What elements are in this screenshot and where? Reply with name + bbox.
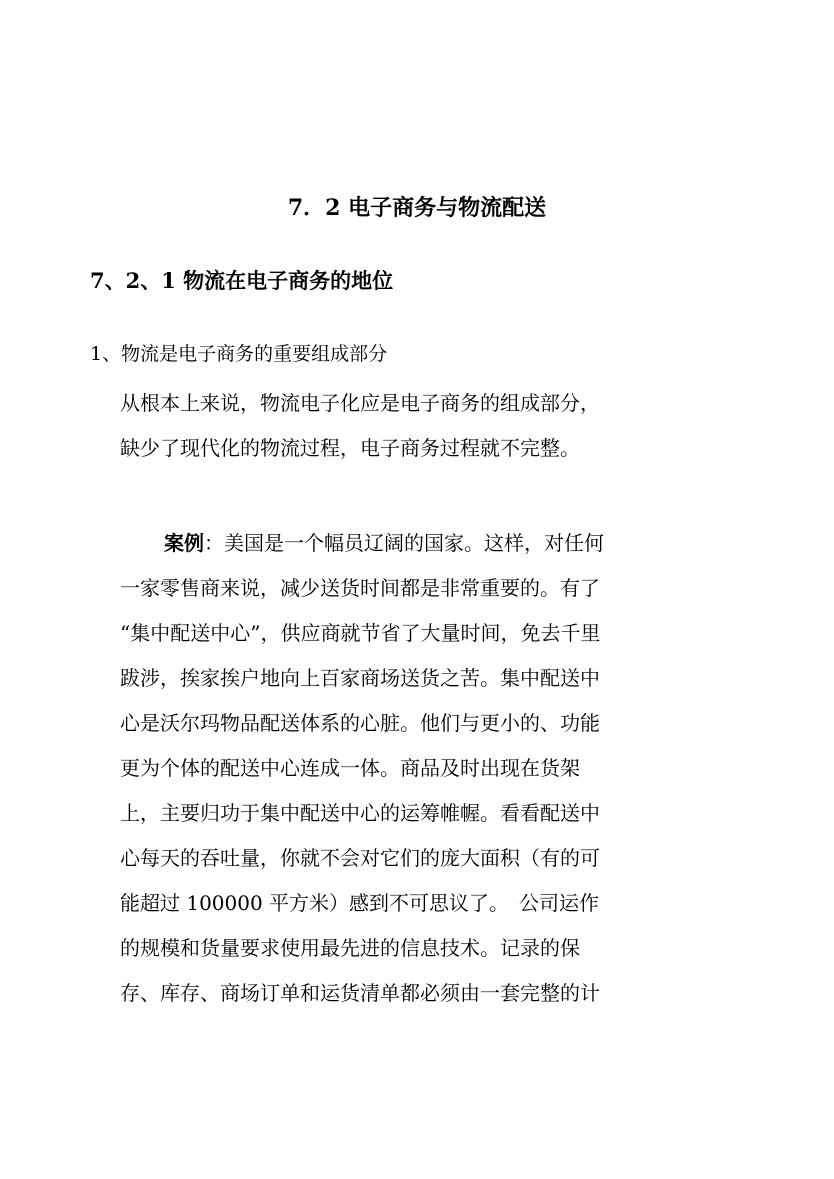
subsection-heading: 1、物流是电子商务的重要组成部分 (90, 343, 388, 365)
paragraph-line: 存、库存、商场订单和运货清单都必须由一套完整的计 (120, 981, 600, 1005)
paragraph-line: 跋涉，挨家挨户地向上百家商场送货之苦。集中配送中 (120, 666, 600, 690)
paragraph-line: “集中配送中心”，供应商就节省了大量时间，免去千里 (120, 621, 601, 645)
paragraph-line: 上，主要归功于集中配送中心的运筹帷幄。看看配送中 (120, 801, 600, 825)
section-heading: 7、2、1 物流在电子商务的地位 (90, 268, 394, 293)
paragraph-line: 心是沃尔玛物品配送体系的心脏。他们与更小的、功能 (120, 711, 600, 735)
page-title: 7．2 电子商务与物流配送 (287, 195, 547, 221)
case-first-line-text: ：美国是一个幅员辽阔的国家。这样，对任何 (204, 531, 604, 555)
paragraph-line-first (120, 525, 680, 561)
paragraph-line: 从根本上来说，物流电子化应是电子商务的组成部分， (120, 391, 600, 415)
case-label: 案例 (164, 531, 204, 555)
paragraph-line: 更为个体的配送中心连成一体。商品及时出现在货架 (120, 756, 580, 780)
paragraph-intro (120, 385, 680, 475)
paragraph-line: 一家零售商来说，减少送货时间都是非常重要的。有了 (120, 576, 600, 600)
paragraph-line: 能超过 100000 平方米）感到不可思议了。 公司运作 (120, 891, 600, 915)
paragraph-case (120, 525, 680, 1020)
paragraph-line: 心每天的吞吐量，你就不会对它们的庞大面积（有的可 (120, 846, 600, 870)
paragraph-line: 的规模和货量要求使用最先进的信息技术。记录的保 (120, 936, 580, 960)
paragraph-line: 缺少了现代化的物流过程，电子商务过程就不完整。 (120, 436, 580, 460)
